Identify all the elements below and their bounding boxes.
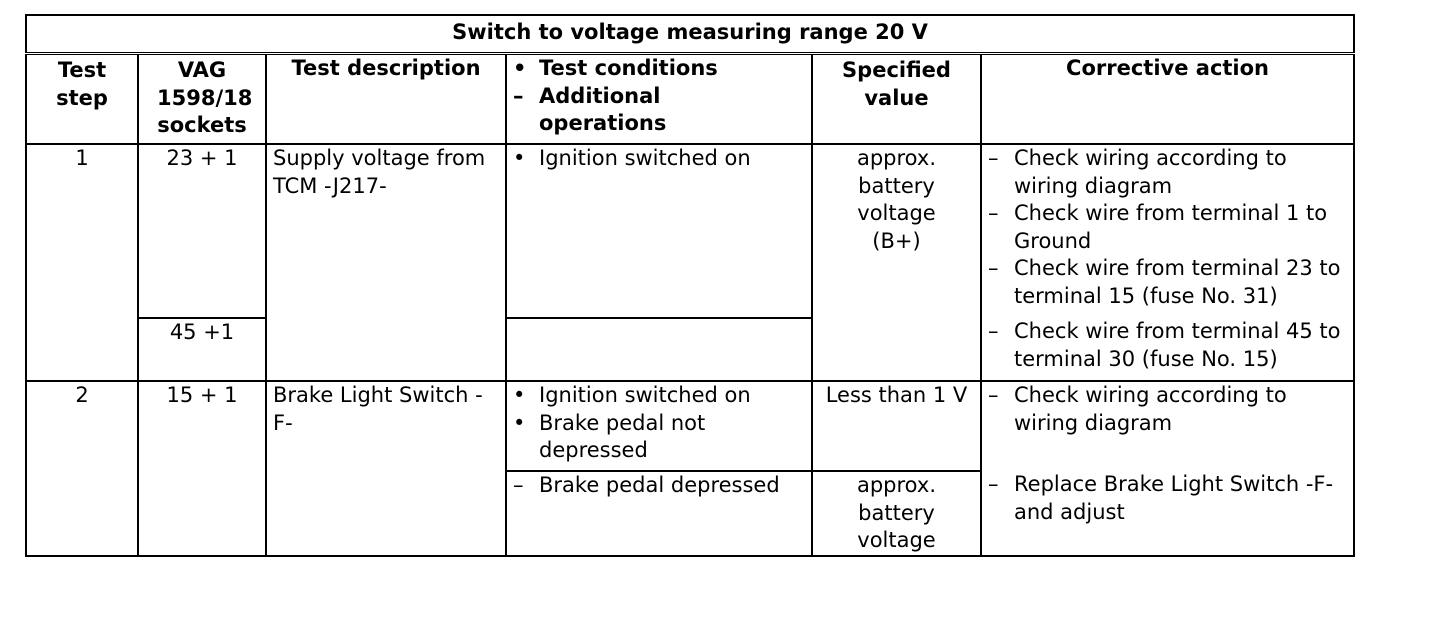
condition-text: Ignition switched on bbox=[539, 146, 751, 170]
dash-mark: – bbox=[513, 473, 524, 497]
sockets-cell: 45 +1 bbox=[138, 318, 266, 381]
table-row bbox=[26, 381, 1354, 471]
list-item bbox=[513, 145, 805, 173]
action-text: Check wire from terminal 23 to terminal 15 (fuse No. 31) bbox=[1014, 256, 1341, 308]
table-row bbox=[26, 144, 1354, 318]
description-cell: Brake Light Switch -F- bbox=[266, 381, 506, 556]
list-item bbox=[988, 471, 1347, 526]
table-title: Switch to voltage measuring range 20 V bbox=[26, 15, 1354, 54]
condition-cell bbox=[506, 144, 812, 318]
bullet-mark: • bbox=[513, 56, 527, 80]
condition-text: Brake pedal not depressed bbox=[539, 410, 706, 462]
action-cell bbox=[981, 144, 1354, 318]
dash-mark: – bbox=[988, 256, 999, 280]
dash-mark: – bbox=[513, 83, 524, 108]
header-operation-text: Additional operations bbox=[539, 83, 667, 135]
header-test-description: Test description bbox=[266, 54, 506, 145]
header-row bbox=[26, 54, 1354, 145]
table-row bbox=[26, 318, 1354, 381]
list-item bbox=[513, 410, 805, 465]
condition-cell bbox=[506, 381, 812, 471]
dash-mark: – bbox=[988, 472, 999, 496]
sockets-cell: 15 + 1 bbox=[138, 381, 266, 556]
bullet-mark: • bbox=[513, 410, 526, 435]
action-cell bbox=[981, 318, 1354, 381]
test-step-cell: 1 bbox=[75, 146, 89, 170]
action-cell bbox=[981, 471, 1354, 556]
list-item bbox=[513, 382, 805, 410]
condition-text: Brake pedal depressed bbox=[539, 473, 780, 497]
test-step-cell: 2 bbox=[26, 381, 138, 556]
header-corrective-action: Corrective action bbox=[981, 54, 1354, 145]
dash-mark: – bbox=[988, 319, 999, 343]
action-text: Check wire from terminal 1 to Ground bbox=[1014, 201, 1328, 253]
bullet-mark: • bbox=[513, 383, 526, 407]
header-condition-text: Test conditions bbox=[539, 56, 718, 80]
bullet-mark: • bbox=[513, 146, 526, 170]
test-table bbox=[25, 14, 1355, 557]
specified-value-cell: approx. battery voltage bbox=[812, 471, 981, 556]
condition-cell bbox=[506, 471, 812, 556]
header-vag-sockets: VAG 1598/18 sockets bbox=[138, 54, 266, 145]
action-text: Replace Brake Light Switch -F- and adjust bbox=[1014, 472, 1334, 524]
sockets-cell: 23 + 1 bbox=[138, 144, 266, 318]
specified-value-cell: Less than 1 V bbox=[812, 381, 981, 471]
header-test-conditions bbox=[506, 54, 812, 145]
list-item bbox=[988, 382, 1347, 437]
dash-mark: – bbox=[988, 383, 999, 407]
list-item bbox=[988, 145, 1347, 200]
action-text: Check wiring according to wiring diagram bbox=[1014, 383, 1287, 435]
action-text: Check wire from terminal 45 to terminal 30 (fuse No. 15) bbox=[1014, 319, 1341, 371]
header-test-step: Test step bbox=[26, 54, 138, 145]
description-cell: Supply voltage from TCM -J217- bbox=[266, 144, 506, 381]
header-condition-line bbox=[513, 55, 805, 83]
list-item bbox=[988, 255, 1347, 310]
action-cell bbox=[981, 381, 1354, 471]
condition-cell-empty bbox=[506, 318, 812, 381]
dash-mark: – bbox=[988, 201, 999, 225]
dash-mark: – bbox=[988, 146, 999, 170]
list-item bbox=[513, 472, 805, 500]
header-specified-value: Specified value bbox=[812, 54, 981, 145]
header-operation-line bbox=[513, 83, 805, 138]
specified-value-cell: approx. battery voltage (B+) bbox=[812, 144, 981, 381]
list-item bbox=[988, 200, 1347, 255]
action-text: Check wiring according to wiring diagram bbox=[1014, 146, 1287, 198]
condition-text: Ignition switched on bbox=[539, 383, 751, 407]
title-row bbox=[26, 15, 1354, 54]
list-item bbox=[988, 318, 1347, 373]
